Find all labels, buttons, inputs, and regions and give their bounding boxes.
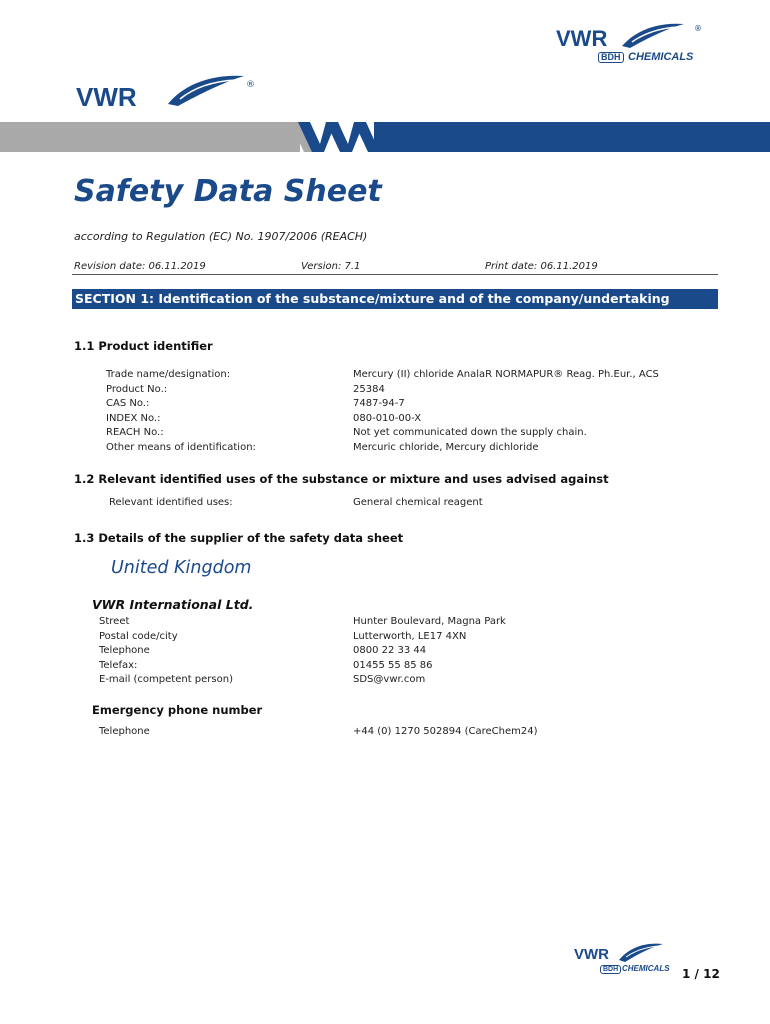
- footer-logo-wordmark: VWR: [574, 946, 609, 963]
- other-means-value: Mercuric chloride, Mercury dichloride: [353, 441, 539, 453]
- country-heading: United Kingdom: [111, 558, 252, 578]
- email-value: SDS@vwr.com: [353, 674, 426, 686]
- leaf-swoosh-icon: [164, 72, 248, 108]
- email-label: E-mail (competent person): [99, 674, 233, 686]
- postal-value: Lutterworth, LE17 4XN: [353, 630, 467, 642]
- leaf-swoosh-icon: [618, 20, 688, 50]
- subsection-1-2-heading: 1.2 Relevant identified uses of the substance or mixture and uses advised against: [74, 472, 609, 486]
- banner-chevrons: [290, 122, 380, 152]
- chemicals-label: CHEMICALS: [628, 51, 694, 63]
- bdh-badge: BDH: [598, 52, 624, 63]
- section-1-heading: SECTION 1: Identification of the substance/mixture and of the company/undertaking: [72, 289, 718, 309]
- main-logo-wordmark: VWR: [76, 82, 137, 112]
- emergency-telephone-value: +44 (0) 1270 502894 (CareChem24): [353, 726, 538, 737]
- footer-logo: [574, 944, 674, 976]
- header-logo: [556, 24, 706, 68]
- reach-no-label: REACH No.:: [106, 427, 164, 439]
- street-value: Hunter Boulevard, Magna Park: [353, 616, 506, 627]
- product-identifier-labels: [106, 368, 256, 456]
- identified-uses-label: Relevant identified uses:: [109, 497, 233, 508]
- cas-no-value: 7487-94-7: [353, 398, 405, 410]
- trade-name-value: Mercury (II) chloride AnalaR NORMAPUR® Reag. Ph.Eur., ACS: [353, 369, 659, 380]
- telephone-label: Telephone: [99, 645, 150, 657]
- page-number: 1 / 12: [682, 967, 720, 981]
- supplier-labels: [99, 615, 233, 688]
- chemicals-label: CHEMICALS: [622, 964, 670, 973]
- subsection-1-3-heading: 1.3 Details of the supplier of the safety data sheet: [74, 531, 404, 545]
- emergency-phone-heading: Emergency phone number: [92, 703, 263, 717]
- leaf-swoosh-icon: [616, 941, 666, 963]
- trade-name-label: Trade name/designation:: [106, 369, 231, 380]
- subsection-1-1-heading: 1.1 Product identifier: [74, 339, 213, 353]
- main-logo: [76, 72, 256, 112]
- banner-blue-band: [374, 122, 770, 152]
- supplier-values: [353, 615, 506, 688]
- registered-mark: ®: [246, 80, 255, 90]
- product-identifier-values: [353, 368, 659, 456]
- company-name: VWR International Ltd.: [92, 597, 254, 612]
- header-logo-wordmark: VWR: [556, 26, 608, 51]
- telephone-value: 0800 22 33 44: [353, 645, 427, 657]
- index-no-value: 080-010-00-X: [353, 412, 422, 424]
- product-no-value: 25384: [353, 383, 385, 395]
- product-no-label: Product No.:: [106, 383, 168, 395]
- emergency-telephone-label: Telephone: [99, 726, 150, 737]
- telefax-label: Telefax:: [99, 659, 138, 671]
- bdh-badge: BDH: [600, 965, 621, 974]
- revision-date: Revision date: 06.11.2019: [74, 261, 206, 272]
- identified-uses-value: General chemical reagent: [353, 497, 483, 508]
- other-means-label: Other means of identification:: [106, 441, 256, 453]
- print-date: Print date: 06.11.2019: [485, 261, 598, 272]
- registered-mark: ®: [694, 24, 702, 33]
- regulation-subtitle: according to Regulation (EC) No. 1907/2006 (REACH): [74, 230, 368, 243]
- page-title: Safety Data Sheet: [74, 174, 382, 209]
- version: Version: 7.1: [301, 261, 361, 272]
- postal-label: Postal code/city: [99, 630, 178, 642]
- banner-gray-band: [0, 122, 300, 152]
- telefax-value: 01455 55 85 86: [353, 659, 433, 671]
- revision-divider: [72, 274, 718, 275]
- street-label: Street: [99, 616, 130, 627]
- index-no-label: INDEX No.:: [106, 412, 161, 424]
- reach-no-value: Not yet communicated down the supply chain.: [353, 427, 587, 439]
- cas-no-label: CAS No.:: [106, 398, 150, 410]
